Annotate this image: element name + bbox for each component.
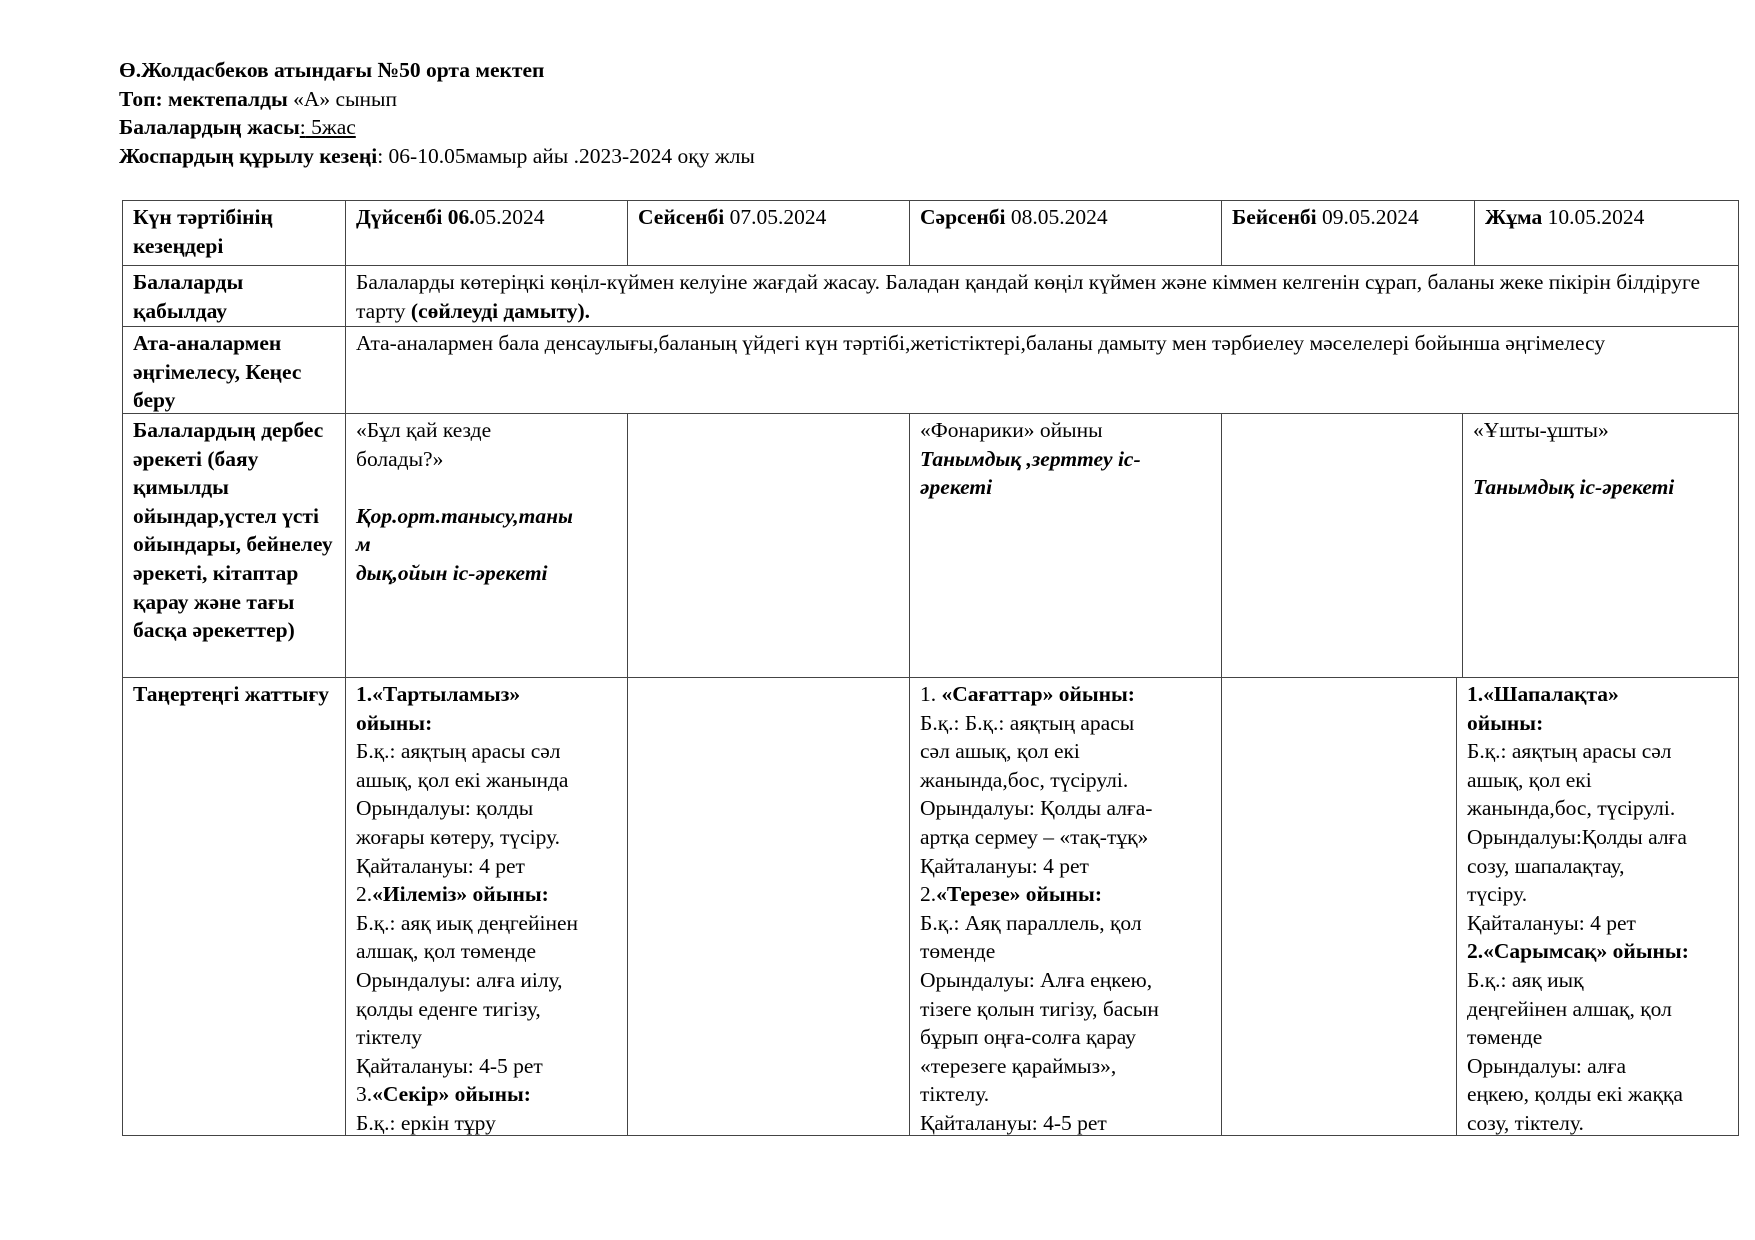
exercise-line: тізеге қолын тигізу, басын [920, 996, 1159, 1021]
exercise-line: ойыны: [356, 710, 433, 735]
activity-monday-cell: «Бұл қай кезде болады?» Қор.орт.танысу,таны м дық,ойын іс-әрекеті [345, 413, 628, 678]
exercise-line: Орындалуы: Алға еңкею, [920, 967, 1153, 992]
exercise-line: Б.қ.: аяқ иық деңгейінен [356, 910, 579, 935]
day-header-monday: Дүйсенбі 06.05.2024 [345, 200, 628, 266]
row-label-exercise: Таңертеңгі жаттығу [122, 677, 346, 1136]
exercise-line: деңгейінен алшақ, қол [1467, 996, 1672, 1021]
exercise-line: еңкею, қолды екі жаққа [1467, 1082, 1683, 1107]
age-line [119, 113, 755, 142]
activity-friday-cell: «Ұшты-ұшты» Танымдық іс-әрекеті [1462, 413, 1739, 678]
day-header-thursday: Бейсенбі 09.05.2024 [1221, 200, 1475, 266]
exercise-tuesday-cell [627, 677, 910, 1136]
exercise-line: Б.қ.: Аяқ параллель, қол [920, 910, 1142, 935]
exercise-line: түсіру. [1467, 882, 1528, 907]
exercise-monday-lines [356, 680, 617, 1136]
group-value: «А» сынып [293, 86, 398, 111]
day-header-wednesday: Сәрсенбі 08.05.2024 [909, 200, 1222, 266]
exercise-line: ойыны: [1467, 710, 1544, 735]
document-header [119, 56, 755, 170]
exercise-line: 2.«Терезе» ойыны: [920, 882, 1103, 907]
reception-text-cell: Балаларды көтеріңкі көңіл-күймен келуіне жағдай жасау. Баладан қандай көңіл күймен және кіммен келгенін сұрап, баланы жеке пікірін білдіруге тарту (сөйлеуді дамыту). [345, 265, 1739, 327]
exercise-line: Б.қ.: еркін тұру [356, 1110, 496, 1135]
exercise-line: Б.қ.: аяқтың арасы сәл [356, 739, 561, 764]
exercise-line: бұрып оңға-солға қарау [920, 1025, 1136, 1050]
school-name: Ө.Жолдасбеков атындағы №50 орта мектеп [119, 58, 545, 82]
exercise-line: Орындалуы:Қолды алға [1467, 824, 1687, 849]
age-label: Балалардың жасы [119, 115, 300, 139]
plan-label: Жоспардың құрылу кезеңі [119, 143, 378, 168]
table-corner-cell: Күн тәртібінің кезеңдері [122, 200, 346, 266]
exercise-line: төменде [1467, 1025, 1543, 1050]
group-label: Топ: [119, 86, 163, 111]
exercise-line: тіктелу [356, 1025, 422, 1050]
exercise-line: Орындалуы: Қолды алға- [920, 796, 1153, 821]
exercise-line: 3.«Секір» ойыны: [356, 1082, 531, 1107]
exercise-line: жанында,бос, түсірулі. [920, 767, 1129, 792]
exercise-thursday-cell [1221, 677, 1457, 1136]
exercise-monday-cell [345, 677, 628, 1136]
exercise-line: созу, тіктелу. [1467, 1110, 1584, 1135]
exercise-line: 1. «Сағаттар» ойыны: [920, 682, 1135, 706]
exercise-line: ашық, қол екі жанында [356, 767, 569, 792]
exercise-line: жоғары көтеру, түсіру. [356, 824, 561, 849]
exercise-line: Орындалуы: қолды [356, 796, 534, 821]
parents-text-cell: Ата-аналармен бала денсаулығы,баланың үйдегі күн тәртібі,жетістіктері,баланы дамыту мен тәрбиелеу мәселелері бойынша әңгімелесу [345, 326, 1739, 414]
exercise-line: Орындалуы: алға иілу, [356, 967, 563, 992]
activity-wednesday-cell: «Фонарики» ойыны Танымдық ,зерттеу іс- әрекеті [909, 413, 1222, 678]
exercise-line: Б.қ.: Б.қ.: аяқтың арасы [920, 710, 1135, 735]
exercise-line: созу, шапалақтау, [1467, 853, 1625, 878]
exercise-wednesday-lines [920, 680, 1211, 1136]
group-bold: мектепалды [162, 86, 294, 111]
exercise-line: 2.«Иілеміз» ойыны: [356, 882, 549, 907]
age-value: 5жас [305, 115, 356, 139]
exercise-line: төменде [920, 939, 996, 964]
exercise-line: сәл ашық, қол екі [920, 739, 1080, 764]
exercise-line: Б.қ.: аяқтың арасы сәл [1467, 739, 1672, 764]
row-label-activity: Балалардың дербес әрекеті (баяу қимылды ойындар,үстел үсті ойындары, бейнелеу әрекеті, кітаптар қарау және тағы басқа әрекеттер) [122, 413, 346, 678]
activity-tuesday-cell [627, 413, 910, 678]
exercise-line: жанында,бос, түсірулі. [1467, 796, 1676, 821]
row-label-reception: Балаларды қабылдау [122, 265, 346, 327]
day-header-tuesday: Сейсенбі 07.05.2024 [627, 200, 910, 266]
exercise-line: артқа сермеу – «тақ-тұқ» [920, 824, 1149, 849]
group-line [119, 85, 755, 114]
exercise-line: Қайталануы: 4 рет [356, 853, 525, 878]
exercise-line: Қайталануы: 4-5 рет [920, 1110, 1107, 1135]
exercise-friday-cell [1456, 677, 1739, 1136]
exercise-friday-lines [1467, 680, 1728, 1136]
exercise-wednesday-cell [909, 677, 1222, 1136]
exercise-line: Қайталануы: 4-5 рет [356, 1053, 543, 1078]
exercise-line: 1.«Шапалақта» [1467, 682, 1619, 706]
plan-line [119, 142, 755, 171]
age-colon: : [299, 115, 306, 139]
exercise-line: Қайталануы: 4 рет [920, 853, 1089, 878]
plan-value: : 06-10.05мамыр айы .2023-2024 оқу жлы [377, 143, 755, 168]
exercise-line: қолды еденге тигізу, [356, 996, 541, 1021]
row-label-parents: Ата-аналармен әңгімелесу, Кеңес беру [122, 326, 346, 414]
exercise-line: 2.«Сарымсақ» ойыны: [1467, 939, 1689, 964]
exercise-line: ашық, қол екі [1467, 767, 1592, 792]
exercise-line: «терезеге қараймыз», [920, 1053, 1117, 1078]
exercise-line: тіктелу. [920, 1082, 990, 1107]
exercise-line: Б.қ.: аяқ иық [1467, 967, 1584, 992]
day-header-friday: Жұма 10.05.2024 [1474, 200, 1739, 266]
activity-thursday-cell [1221, 413, 1463, 678]
exercise-line: 1.«Тартыламыз» [356, 682, 521, 706]
exercise-line: Қайталануы: 4 рет [1467, 910, 1636, 935]
exercise-line: алшақ, қол төменде [356, 939, 537, 964]
exercise-line: Орындалуы: алға [1467, 1053, 1626, 1078]
